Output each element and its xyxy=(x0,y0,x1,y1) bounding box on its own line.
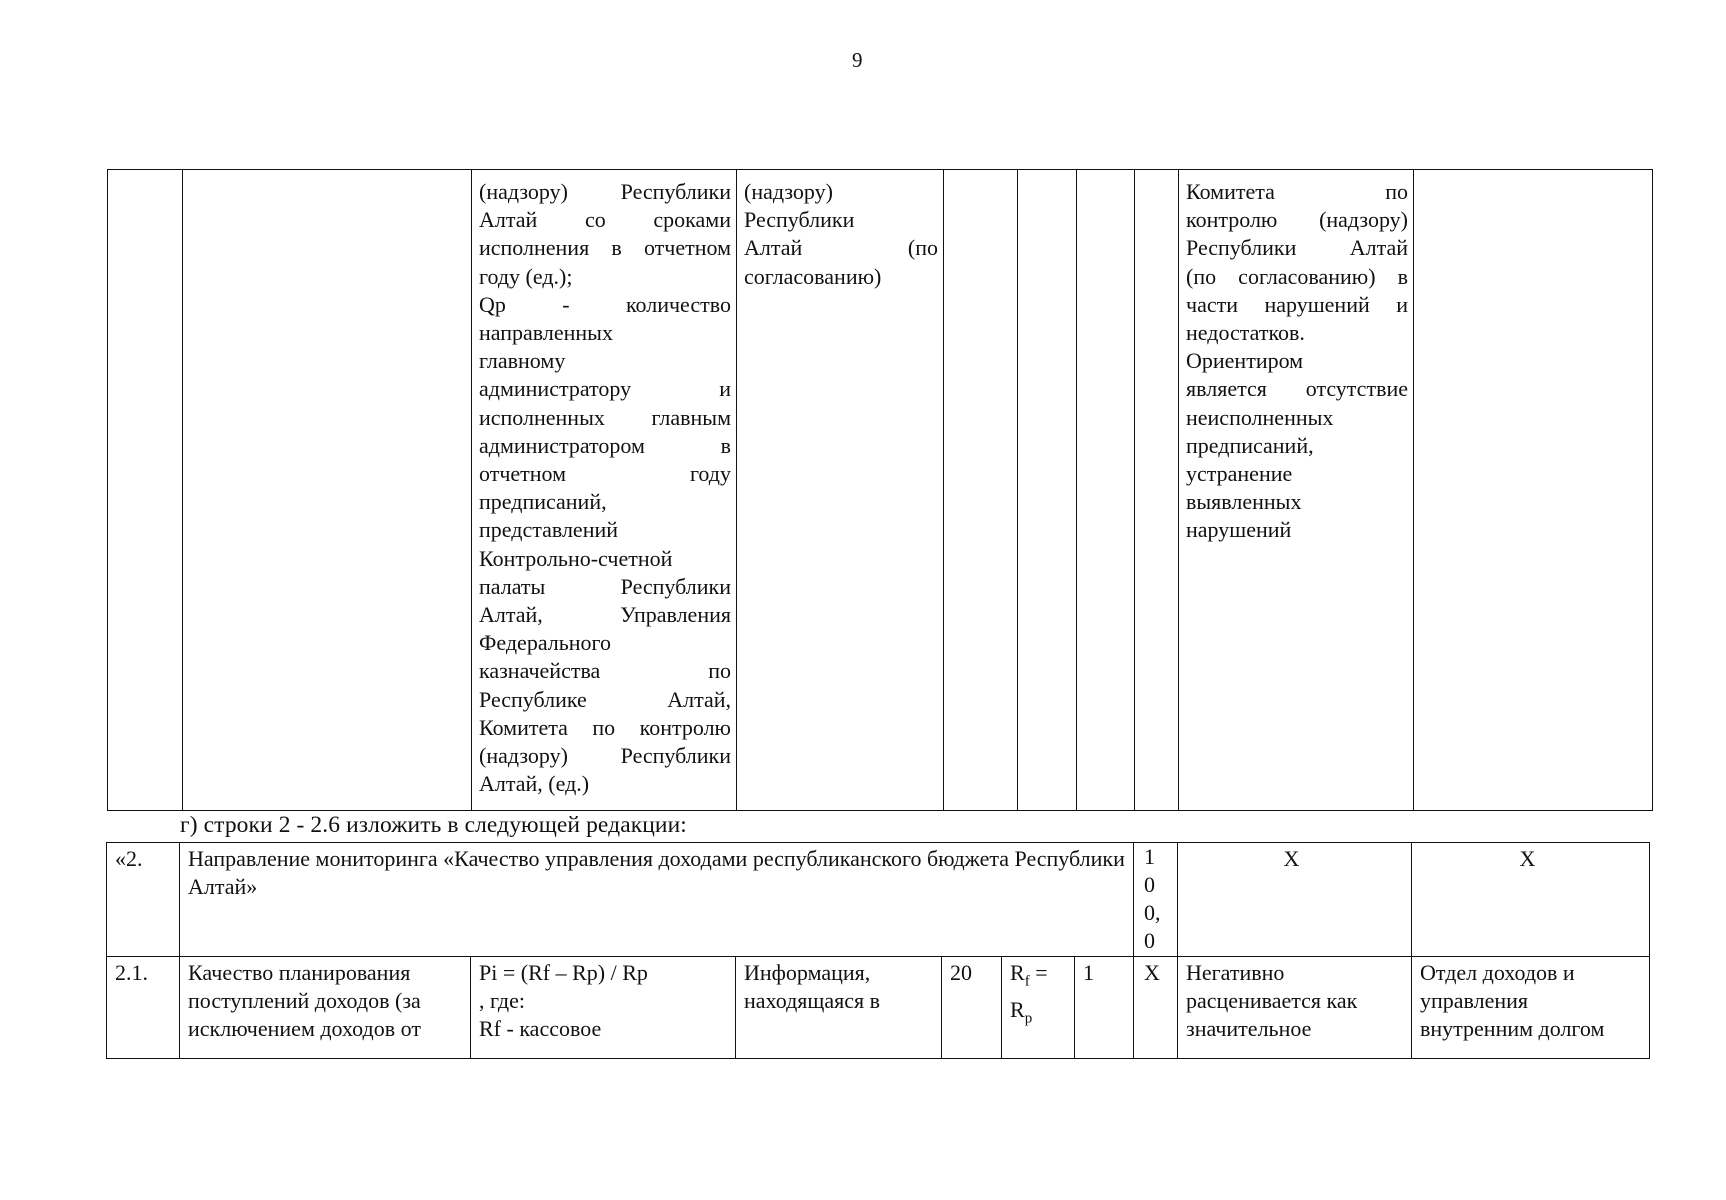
formula-line: Rf - кассовое xyxy=(479,1016,602,1042)
responsible-cell xyxy=(1414,170,1653,811)
responsible-line: внутренним долгом xyxy=(1420,1016,1605,1042)
comment-line: устранение xyxy=(1186,461,1293,487)
formula-line: , где: xyxy=(479,988,525,1014)
row21-source xyxy=(736,957,942,1059)
formula-line: Qр - количество xyxy=(479,291,731,317)
comment-line: является отсутствие xyxy=(1186,376,1408,402)
comment-line: Республики Алтай xyxy=(1186,235,1408,261)
condition-top-eq: = xyxy=(1029,960,1048,985)
formula-line: Федерального xyxy=(479,630,612,656)
condition-bottom xyxy=(1010,996,1068,1033)
amendment-intro: г) строки 2 - 2.6 изложить в следующей редакции: xyxy=(180,812,687,838)
formula-line: Республике Алтай, xyxy=(479,686,731,712)
source-line: Алтай (по xyxy=(744,235,938,261)
mark-cell xyxy=(1135,170,1179,811)
comment-line: Ориентиром xyxy=(1186,348,1304,374)
formula-line: Комитета по контролю xyxy=(479,714,731,740)
score-cell xyxy=(1077,170,1135,811)
row2-weight xyxy=(1134,843,1178,957)
name-line: исключением доходов от xyxy=(188,1016,421,1042)
comment-lines xyxy=(1179,170,1413,545)
comment-line: контролю (надзору) xyxy=(1186,207,1408,233)
formula-line: палаты Республики xyxy=(479,573,731,599)
source-line: согласованию) xyxy=(744,263,882,289)
condition-top xyxy=(1010,959,1068,996)
source-line: Информация, xyxy=(744,960,871,985)
weight-digit: 0, xyxy=(1144,900,1161,925)
comment-line: неисполненных xyxy=(1186,404,1334,430)
formula-cell xyxy=(472,170,737,811)
source-line: Республики xyxy=(744,207,855,233)
formula-line: (надзору) Республики xyxy=(479,179,731,204)
source-lines xyxy=(737,170,943,291)
condition-bottom-var: R xyxy=(1010,996,1025,1022)
formula-line: (надзору) Республики xyxy=(479,743,731,769)
condition-cell xyxy=(1018,170,1077,811)
comment-line: Негативно xyxy=(1186,960,1285,985)
responsible-line: управления xyxy=(1420,988,1529,1014)
condition-bottom-sub: p xyxy=(1024,1009,1033,1026)
formula-line: администратором в xyxy=(479,432,731,458)
responsible-line: Отдел доходов и xyxy=(1420,960,1575,985)
formula-line: представлений xyxy=(479,517,619,543)
row2-responsible: X xyxy=(1412,843,1650,957)
condition-top-var: R xyxy=(1010,960,1025,985)
weight-digit: 1 xyxy=(1144,844,1155,869)
comment-line: части нарушений и xyxy=(1186,291,1408,317)
source-line: (надзору) xyxy=(744,179,833,204)
row21-condition xyxy=(1002,957,1075,1059)
comment-line: значительное xyxy=(1186,1016,1312,1042)
number-cell xyxy=(108,170,183,811)
source-line: находящаяся в xyxy=(744,988,880,1014)
formula-line: Алтай, Управления xyxy=(479,602,731,628)
name-line: Качество планирования xyxy=(188,960,411,985)
formula-line: Pi = (Rf – Rp) / Rp xyxy=(479,960,648,985)
row21-weight: 20 xyxy=(942,957,1002,1059)
row2-number: «2. xyxy=(107,843,180,957)
formula-line: администратору и xyxy=(479,376,731,402)
comment-line: предписаний, xyxy=(1186,432,1314,458)
name-cell xyxy=(183,170,472,811)
formula-line: году (ед.); xyxy=(479,263,573,289)
comment-line: Комитета по xyxy=(1186,179,1408,204)
page-number: 9 xyxy=(852,48,863,72)
weight-cell xyxy=(944,170,1018,811)
condition-top-sub: f xyxy=(1024,973,1030,990)
formula-line: исполнения в отчетном xyxy=(479,235,731,261)
formula-line: главному xyxy=(479,348,566,374)
amended-rows-table xyxy=(106,842,1650,1059)
formula-line: Алтай, (ед.) xyxy=(479,771,590,797)
comment-line: расценивается как xyxy=(1186,988,1358,1014)
row21-number: 2.1. xyxy=(107,957,180,1059)
source-cell xyxy=(737,170,944,811)
formula-line: предписаний, xyxy=(479,489,607,515)
comment-line: (по согласованию) в xyxy=(1186,263,1408,289)
row2-title: Направление мониторинга «Качество управления доходами республиканского бюджета Республики Алтай» xyxy=(180,843,1134,957)
continued-table xyxy=(107,169,1653,811)
weight-digit: 0 xyxy=(1144,872,1155,897)
weight-digit: 0 xyxy=(1144,928,1155,953)
comment-line: выявленных xyxy=(1186,489,1302,515)
formula-line: Алтай со сроками xyxy=(479,207,731,233)
formula-line: направленных xyxy=(479,320,613,346)
comment-line: недостатков. xyxy=(1186,320,1305,346)
row2-comment: X xyxy=(1178,843,1412,957)
row21-name xyxy=(180,957,471,1059)
formula-line: исполненных главным xyxy=(479,404,731,430)
row21-score: 1 xyxy=(1075,957,1134,1059)
comment-line: нарушений xyxy=(1186,517,1292,543)
formula-lines xyxy=(472,170,736,798)
formula-line: казначейства по xyxy=(479,658,731,684)
name-line: поступлений доходов (за xyxy=(188,988,421,1014)
row21-comment xyxy=(1178,957,1412,1059)
formula-line: Контрольно-счетной xyxy=(479,545,673,571)
formula-line: отчетном году xyxy=(479,461,731,487)
row21-responsible xyxy=(1412,957,1650,1059)
row21-formula xyxy=(471,957,736,1059)
comment-cell xyxy=(1179,170,1414,811)
row21-mark: X xyxy=(1134,957,1178,1059)
